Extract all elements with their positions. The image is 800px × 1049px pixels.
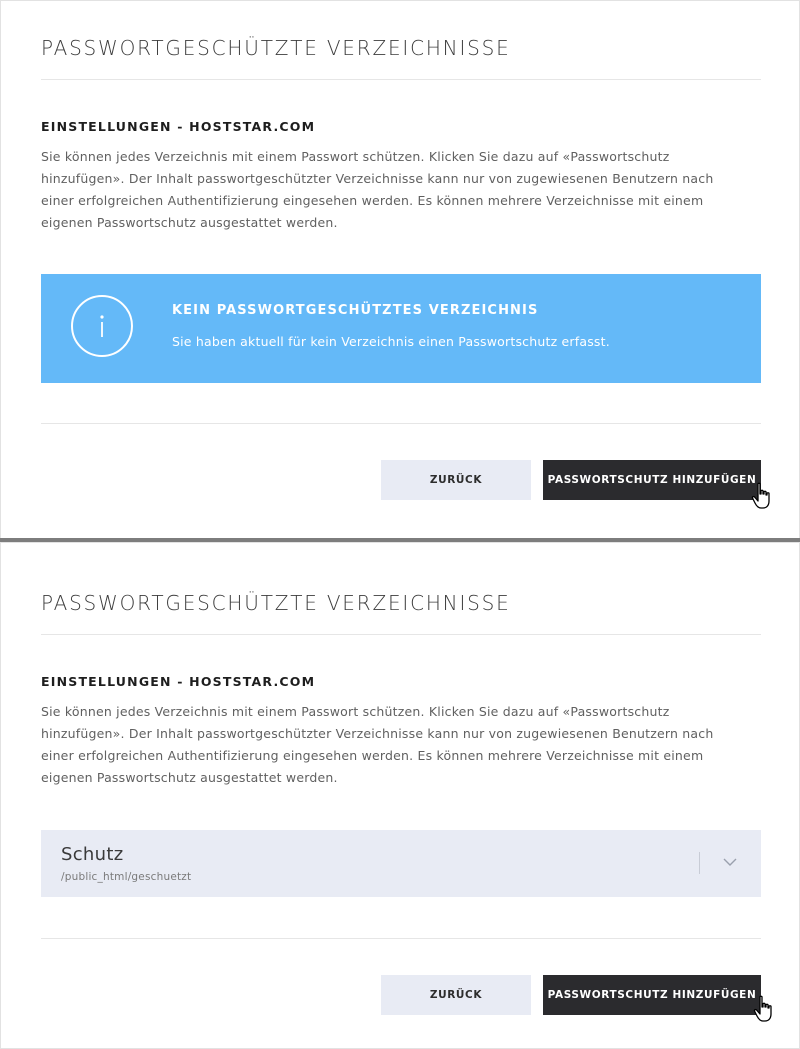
chevron-down-icon[interactable] xyxy=(721,856,739,868)
hand-cursor-icon xyxy=(751,482,773,510)
page-title: PASSWORTGESCHÜTZTE VERZEICHNISSE xyxy=(41,591,511,615)
title-divider xyxy=(41,634,761,635)
description-line: eigenen Passwortschutz ausgestattet werden. xyxy=(41,215,338,230)
content-divider xyxy=(41,938,761,939)
description xyxy=(41,701,766,789)
add-password-protection-button[interactable]: PASSWORTSCHUTZ HINZUFÜGEN xyxy=(543,975,761,1015)
description-line: einer erfolgreichen Authentifizierung eingesehen werden. Es können mehrere Verzeichnisse mit einem xyxy=(41,748,704,763)
description-line: Sie können jedes Verzeichnis mit einem Passwort schützen. Klicken Sie dazu auf «Passwortschutz xyxy=(41,149,670,164)
back-button[interactable]: ZURÜCK xyxy=(381,975,531,1015)
info-box xyxy=(41,274,761,383)
info-icon xyxy=(71,295,133,357)
protection-path: /public_html/geschuetzt xyxy=(61,871,192,883)
hand-cursor-icon xyxy=(753,995,775,1023)
description-line: eigenen Passwortschutz ausgestattet werden. xyxy=(41,770,338,785)
protection-list-item[interactable] xyxy=(41,830,761,897)
add-password-protection-button[interactable]: PASSWORTSCHUTZ HINZUFÜGEN xyxy=(543,460,761,500)
info-text: Sie haben aktuell für kein Verzeichnis einen Passwortschutz erfasst. xyxy=(172,334,610,349)
description-line: einer erfolgreichen Authentifizierung eingesehen werden. Es können mehrere Verzeichnisse mit einem xyxy=(41,193,704,208)
protection-name: Schutz xyxy=(61,844,124,865)
description-line: Sie können jedes Verzeichnis mit einem Passwort schützen. Klicken Sie dazu auf «Passwortschutz xyxy=(41,704,670,719)
description xyxy=(41,146,766,234)
info-title: KEIN PASSWORTGESCHÜTZTES VERZEICHNIS xyxy=(172,303,539,318)
back-button[interactable]: ZURÜCK xyxy=(381,460,531,500)
section-heading: EINSTELLUNGEN - HOSTSTAR.COM xyxy=(41,674,316,689)
screen-with-protection xyxy=(0,542,800,1049)
section-heading: EINSTELLUNGEN - HOSTSTAR.COM xyxy=(41,119,316,134)
title-divider xyxy=(41,79,761,80)
description-line: hinzufügen». Der Inhalt passwortgeschützter Verzeichnisse kann nur von zugewiesenen Benutzern nach xyxy=(41,171,714,186)
description-line: hinzufügen». Der Inhalt passwortgeschützter Verzeichnisse kann nur von zugewiesenen Benutzern nach xyxy=(41,726,714,741)
page-title: PASSWORTGESCHÜTZTE VERZEICHNISSE xyxy=(41,36,511,60)
row-separator xyxy=(699,852,700,874)
content-divider xyxy=(41,423,761,424)
